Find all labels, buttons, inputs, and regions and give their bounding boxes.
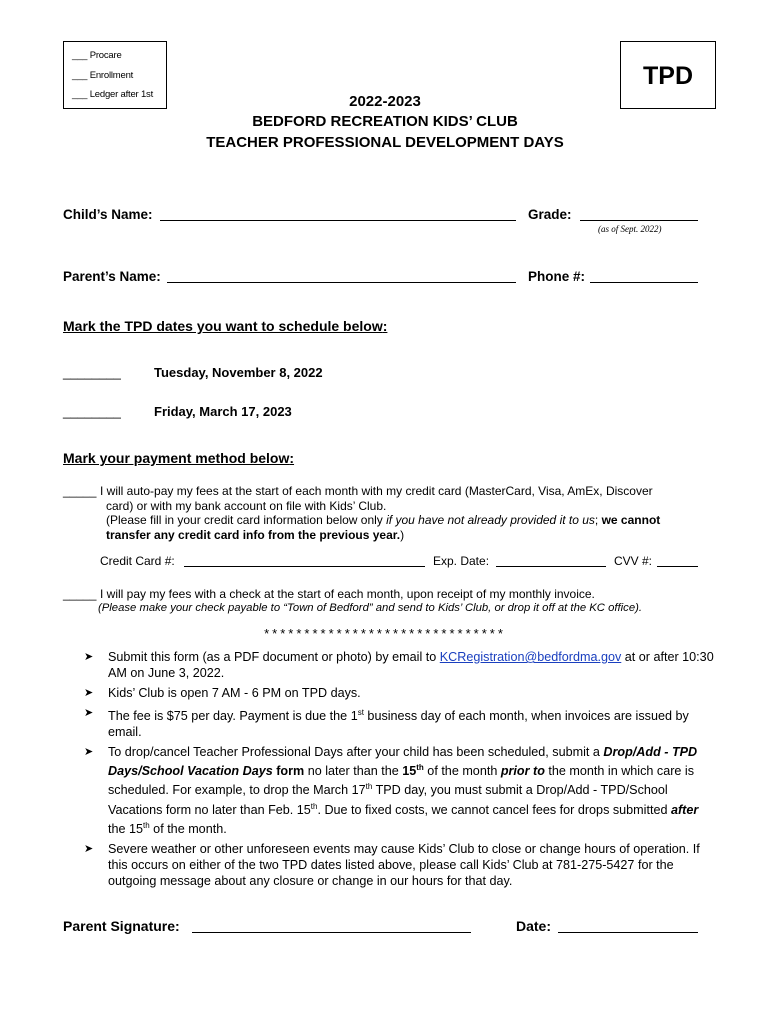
tpd-dates-heading: Mark the TPD dates you want to schedule below:: [63, 318, 388, 334]
grade-field[interactable]: [580, 220, 698, 221]
list-item: ➤ To drop/cancel Teacher Professional Days after your child has been scheduled, submit a Drop/Add - TPD Days/School Vacation Days form no later than the 15th of the month prior to the month in which care is scheduled. For example, to drop the March 17th TPD day, you must submit a Drop/Add - TPD/School Vacations form no later than Feb. 15th. Due to fixed costs, we cannot cancel fees for drops submitted after the 15th of the month.: [84, 745, 699, 836]
check-line: I will pay my fees with a check at the start of each month, upon receipt of my monthly invoice.: [100, 587, 595, 601]
payment-heading: Mark your payment method below:: [63, 450, 295, 466]
credit-card-field[interactable]: [184, 566, 425, 567]
parent-signature-label: Parent Signature:: [63, 918, 180, 934]
check-note: (Please make your check payable to “Town of Bedford” and send to Kids’ Club, or drop it off at the KC office).: [98, 602, 643, 614]
exp-date-field[interactable]: [496, 566, 606, 567]
signature-date-field[interactable]: [558, 932, 698, 933]
child-name-label: Child’s Name:: [63, 207, 153, 222]
parent-name-label: Parent’s Name:: [63, 269, 161, 284]
exp-date-label: Exp. Date:: [433, 554, 490, 568]
list-item: ➤ Kids’ Club is open 7 AM - 6 PM on TPD days.: [84, 686, 361, 700]
autopay-blank[interactable]: _____: [63, 484, 97, 498]
arrow-icon: ➤: [84, 687, 94, 699]
arrow-icon: ➤: [84, 651, 94, 663]
cvv-label: CVV #:: [614, 554, 653, 568]
list-item: ➤ The fee is $75 per day. Payment is due the 1st business day of each month, when invoices are issued by email.: [84, 707, 689, 740]
grade-label: Grade:: [528, 207, 572, 222]
tpd-badge: TPD: [620, 41, 716, 109]
parent-name-field[interactable]: [167, 282, 516, 283]
date2-checkbox-blank[interactable]: ________: [63, 404, 121, 419]
separator: ******************************: [264, 626, 506, 641]
office-enrollment: ___ Enrollment: [72, 70, 134, 81]
cvv-field[interactable]: [657, 566, 698, 567]
autopay-line1: I will auto-pay my fees at the start of each month with my credit card (MasterCard, Visa, AmEx, Discover: [100, 484, 653, 498]
office-procare: ___ Procare: [72, 50, 122, 61]
page-title: TEACHER PROFESSIONAL DEVELOPMENT DAYS: [206, 134, 564, 151]
arrow-icon: ➤: [84, 842, 94, 855]
autopay-line2: card) or with my bank account on file with Kids’ Club.: [106, 499, 387, 513]
autopay-line4: transfer any credit card info from the previous year.): [106, 528, 405, 542]
date2-label: Friday, March 17, 2023: [154, 404, 292, 419]
email-link[interactable]: KCRegistration@bedfordma.gov: [439, 650, 622, 664]
arrow-icon: ➤: [84, 707, 94, 719]
instructions-list: [84, 649, 714, 893]
phone-field[interactable]: [590, 282, 698, 283]
phone-label: Phone #:: [528, 269, 586, 284]
school-year: 2022-2023: [349, 93, 421, 110]
signature-date-label: Date:: [516, 918, 552, 934]
check-blank[interactable]: _____: [63, 587, 97, 601]
list-item: ➤ Severe weather or other unforeseen events may cause Kids’ Club to close or change hours of operation. If this occurs on either of the two TPD dates listed above, please call Kids’ Club at 781-275-5427 for the outgoing message about any closure or change in our hours for that day.: [84, 841, 700, 888]
child-name-field[interactable]: [160, 220, 516, 221]
office-ledger: ___ Ledger after 1st: [72, 89, 154, 100]
date1-checkbox-blank[interactable]: ________: [63, 365, 121, 380]
date1-label: Tuesday, November 8, 2022: [154, 365, 323, 380]
credit-card-label: Credit Card #:: [100, 554, 175, 568]
list-item: ➤ Submit this form (as a PDF document or photo) by email to KCRegistration@bedfordma.gov at or after 10:30 AM on June 3, 2022.: [84, 650, 714, 680]
parent-signature-field[interactable]: [192, 932, 471, 933]
org-name: BEDFORD RECREATION KIDS’ CLUB: [252, 113, 518, 130]
grade-note: (as of Sept. 2022): [598, 224, 662, 234]
arrow-icon: ➤: [84, 746, 94, 759]
autopay-line3: (Please fill in your credit card information below only if you have not already provided it to us; we cannot: [106, 513, 661, 527]
